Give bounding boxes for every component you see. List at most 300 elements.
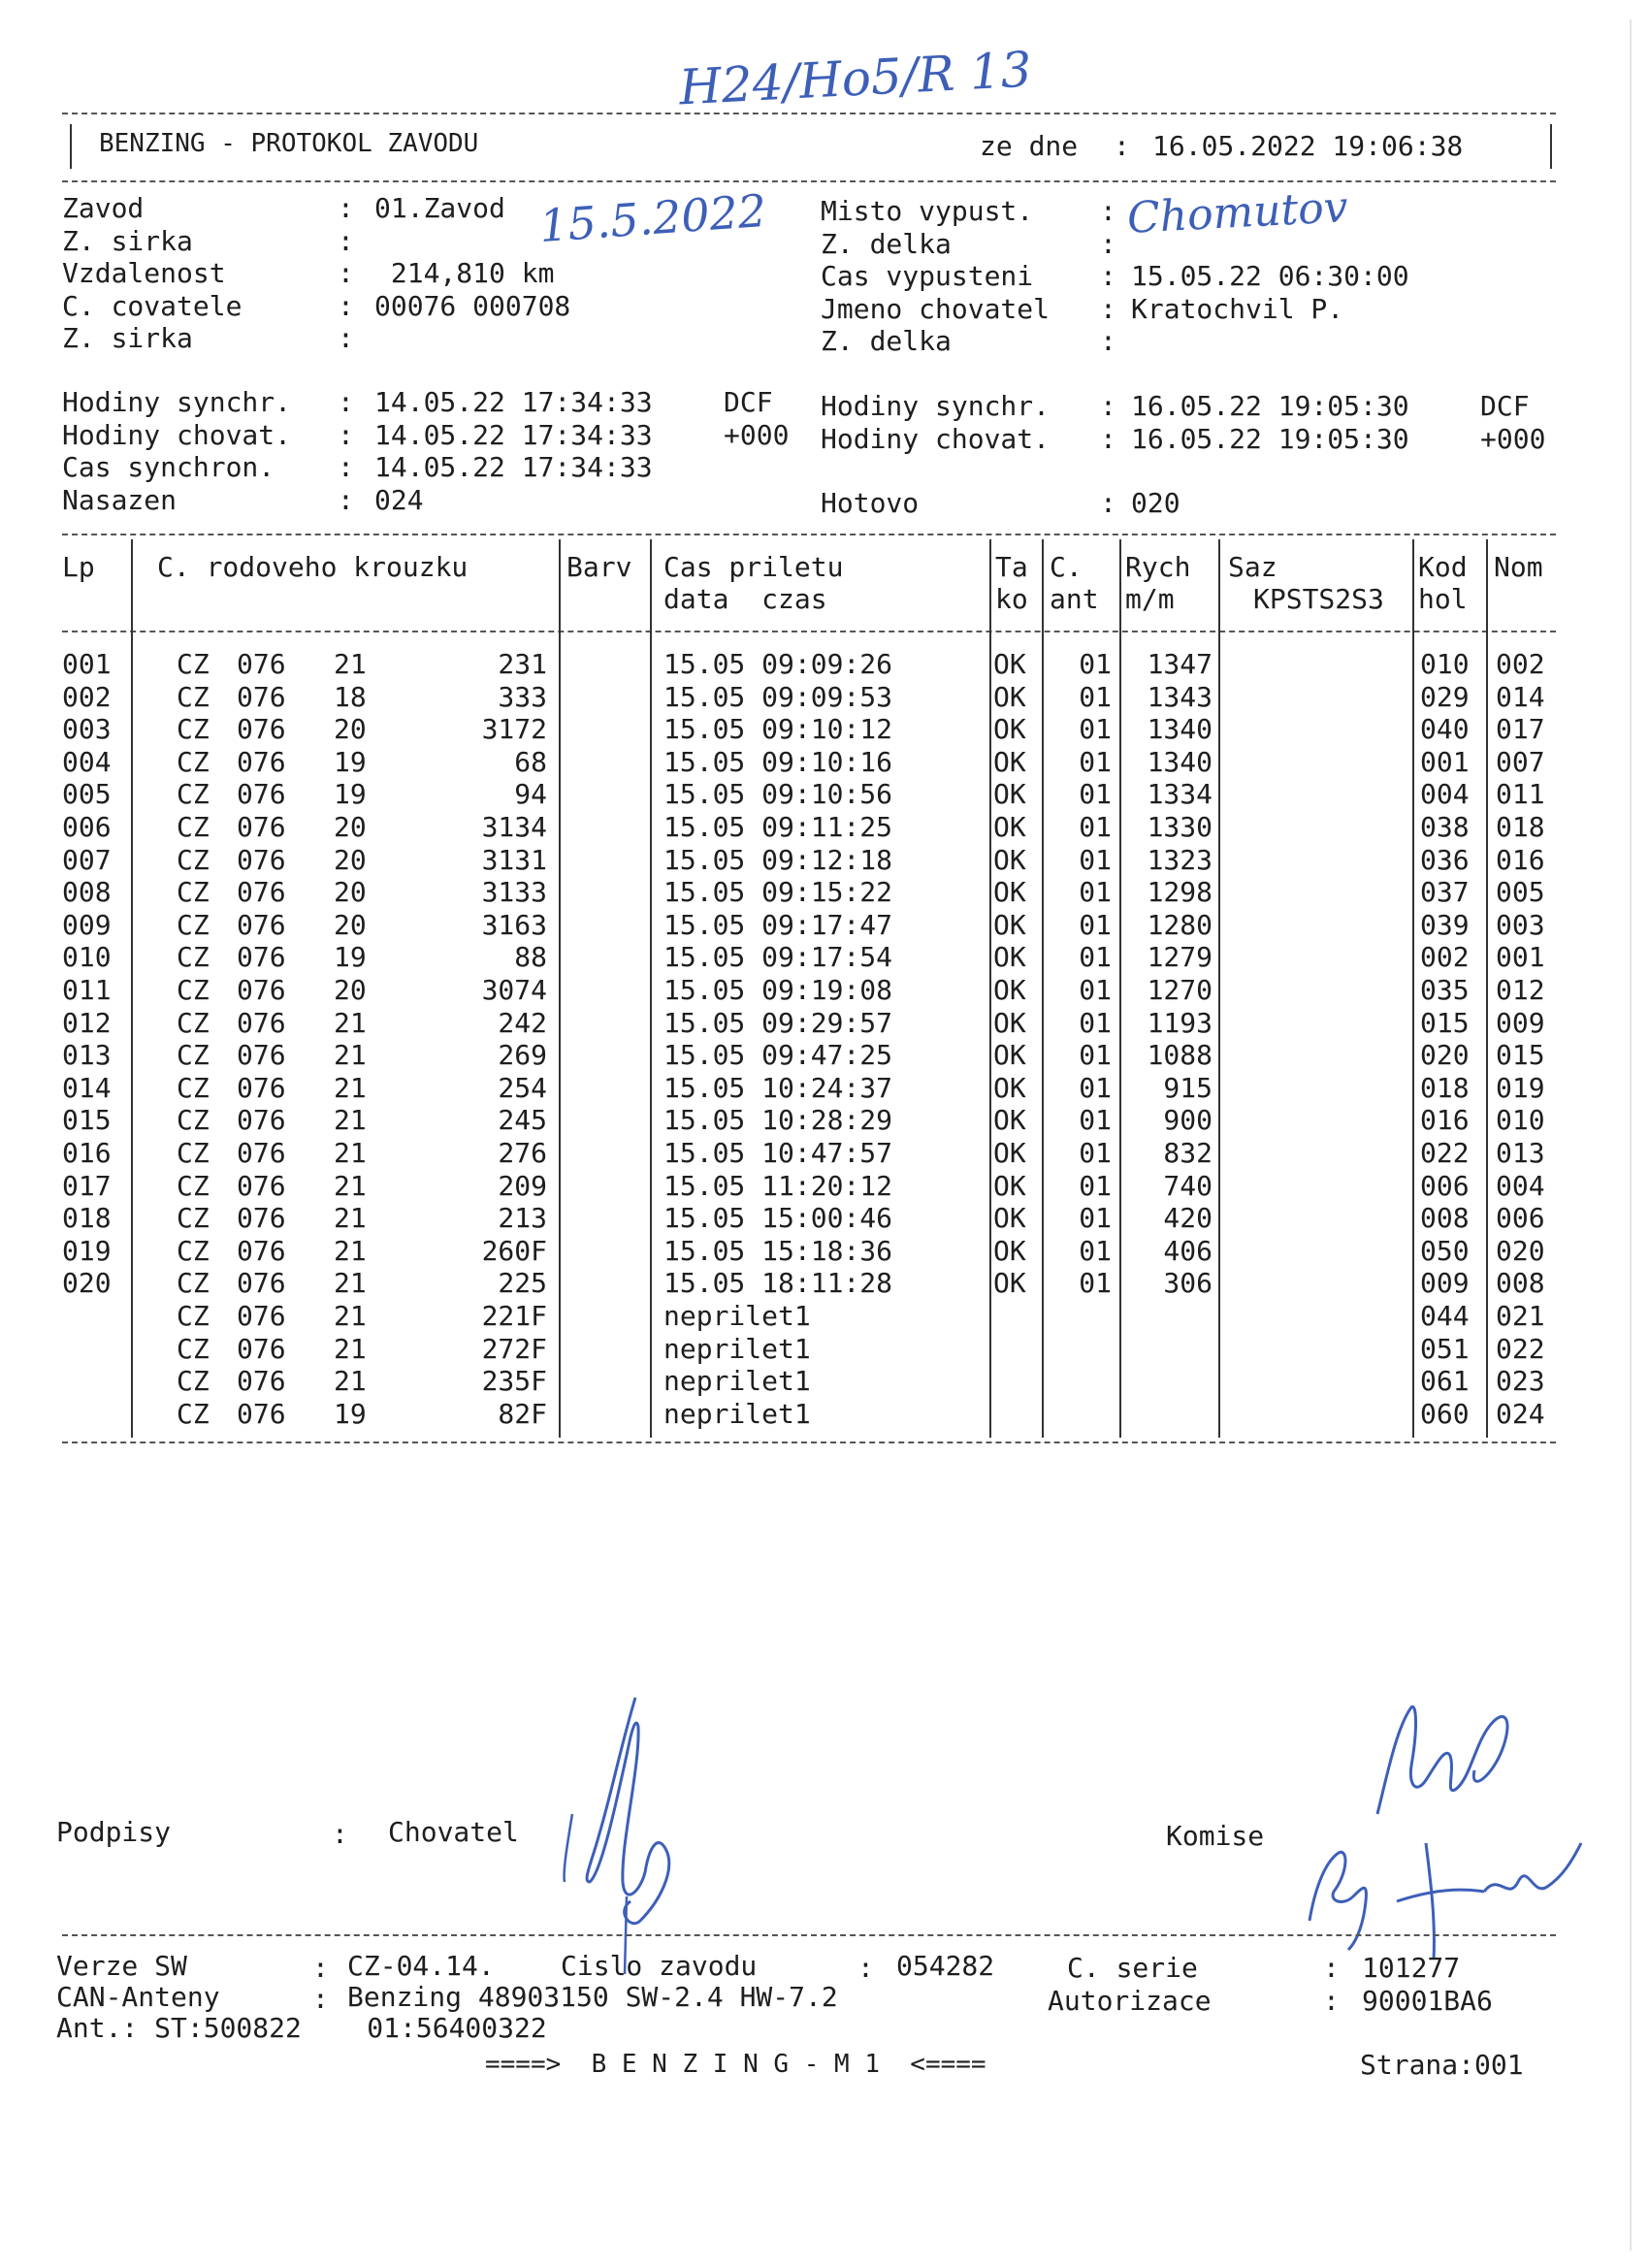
signatures-colon: : [332,1818,348,1850]
table-cell-num: 94 [514,778,547,811]
table-cell-club: 076 [237,1137,286,1169]
table-bottom-border [62,1442,1556,1443]
table-cell-tako: OK [993,1006,1026,1039]
table-cell-club: 076 [237,1234,286,1267]
komise-label: Komise [1166,1820,1265,1852]
table-cell-nom: 018 [1496,811,1545,843]
sync-value: 16.05.22 19:05:30 [1131,390,1409,422]
info-colon: : [338,192,354,224]
info-label: C. covatele [62,289,242,322]
info-label: Vzdalenost [62,257,226,289]
table-cell-tako: OK [993,1104,1026,1137]
table-cell-arr: 15.05 15:00:46 [663,1202,893,1235]
verze-colon: : [312,1952,329,1984]
info-label: Misto vypust. [821,195,1034,227]
table-cell-ant: 01 [1079,811,1112,843]
table-cell-lp: 012 [62,1006,112,1039]
table-cell-ant: 01 [1079,1137,1112,1169]
table-cell-lp: 007 [62,843,112,876]
table-cell-num: 245 [498,1104,547,1137]
table-cell-lp: 020 [62,1267,112,1300]
table-cell-arr: 15.05 09:10:12 [663,713,893,746]
table-cell-nom: 012 [1496,974,1545,1006]
table-header-sub: ko [995,583,1028,615]
protocol-title: BENZING - PROTOKOL ZAVODU [99,129,479,158]
table-cell-arr: 15.05 11:20:12 [663,1169,893,1202]
sync-label: Nasazen [62,483,178,516]
table-cell-arr: 15.05 09:17:47 [663,908,893,941]
table-cell-num: 260F [481,1234,547,1267]
autor-value: 90001BA6 [1362,1985,1493,2017]
header-date-colon: : [1114,130,1130,162]
sync-colon: : [338,483,354,516]
table-column-divider [1218,539,1220,1438]
table-column-divider [650,539,652,1438]
table-cell-nom: 001 [1496,941,1545,974]
table-cell-tako: OK [993,648,1026,680]
table-column-divider [559,539,561,1438]
table-cell-kod: 044 [1420,1300,1470,1332]
table-cell-kod: 050 [1420,1234,1470,1267]
table-cell-yr: 21 [334,1169,367,1202]
sync-colon: : [338,451,354,483]
cislo-value: 054282 [896,1950,995,1982]
table-cell-tako: OK [993,811,1026,843]
table-cell-cc: CZ [177,811,210,843]
table-cell-rych: 915 [1163,1071,1212,1104]
sync-colon: : [1100,422,1116,455]
table-cell-num: 209 [498,1169,547,1202]
table-cell-club: 076 [237,1397,286,1430]
table-cell-cc: CZ [177,1137,210,1169]
table-header: C. [1050,551,1083,583]
table-cell-ant: 01 [1079,843,1112,876]
table-header: Kod [1418,551,1468,583]
table-cell-rych: 1334 [1147,778,1212,811]
table-cell-arr: neprilet1 [663,1332,811,1365]
verze-value: CZ-04.14. [347,1950,495,1982]
table-cell-ant: 01 [1079,713,1112,746]
table-cell-nom: 005 [1496,876,1545,909]
info-colon: : [338,322,354,354]
table-cell-ant: 01 [1079,941,1112,974]
table-cell-yr: 19 [334,941,367,974]
table-cell-arr: 15.05 10:28:29 [663,1104,893,1137]
signatures-label: Podpisy [56,1816,172,1848]
info-value: 15.05.22 06:30:00 [1131,260,1409,292]
table-cell-club: 076 [237,1104,286,1137]
table-cell-yr: 20 [334,908,367,941]
table-cell-lp: 005 [62,778,112,811]
table-cell-lp: 009 [62,908,112,941]
table-header-sub: m/m [1125,583,1175,615]
header-date-label: ze dne [980,130,1079,162]
table-cell-nom: 022 [1496,1332,1545,1365]
table-cell-club: 076 [237,778,286,811]
table-cell-yr: 21 [334,648,367,680]
table-cell-cc: CZ [177,1365,210,1398]
autor-label: Autorizace [1048,1985,1212,2017]
table-cell-nom: 019 [1496,1071,1545,1104]
table-cell-tako: OK [993,1202,1026,1235]
table-cell-kod: 008 [1420,1202,1470,1235]
table-cell-ant: 01 [1079,908,1112,941]
table-cell-tako: OK [993,908,1026,941]
table-cell-arr: 15.05 09:10:56 [663,778,893,811]
table-cell-ant: 01 [1079,876,1112,909]
table-cell-kod: 006 [1420,1169,1470,1202]
table-cell-yr: 21 [334,1071,367,1104]
table-cell-arr: 15.05 09:15:22 [663,876,893,909]
table-cell-arr: 15.05 09:17:54 [663,941,893,974]
table-cell-cc: CZ [177,1332,210,1365]
info-label: Z. sirka [62,322,193,354]
serie-value: 101277 [1362,1952,1461,1984]
table-cell-tako: OK [993,1039,1026,1072]
table-cell-tako: OK [993,778,1026,811]
table-cell-num: 231 [498,648,547,680]
table-cell-yr: 19 [334,745,367,778]
table-cell-kod: 016 [1420,1104,1470,1137]
table-cell-club: 076 [237,843,286,876]
table-cell-cc: CZ [177,1267,210,1300]
table-cell-rych: 1347 [1147,648,1212,680]
table-cell-nom: 014 [1496,680,1545,713]
table-cell-tako: OK [993,745,1026,778]
sync-value: 020 [1131,487,1180,519]
table-header: Barv [566,551,632,583]
info-value: Kratochvil P. [1131,292,1344,325]
table-cell-num: 3131 [481,843,547,876]
table-cell-tako: OK [993,1169,1026,1202]
header-date-value: 16.05.2022 19:06:38 [1152,130,1464,162]
info-label: Jmeno chovatel [821,292,1051,325]
table-cell-cc: CZ [177,1039,210,1072]
table-column-divider [1042,539,1044,1438]
handwritten-place: Chomutov [1125,182,1349,243]
table-cell-nom: 021 [1496,1300,1545,1332]
komise-signature-2 [1290,1824,1610,1969]
table-cell-ant: 01 [1079,1267,1112,1300]
table-cell-yr: 21 [334,1202,367,1235]
table-cell-arr: 15.05 09:11:25 [663,811,893,843]
table-cell-cc: CZ [177,778,210,811]
table-cell-tako: OK [993,1137,1026,1169]
table-cell-ant: 01 [1079,745,1112,778]
info-colon: : [1100,195,1116,227]
table-cell-rych: 740 [1163,1169,1212,1202]
table-cell-nom: 004 [1496,1169,1545,1202]
table-cell-num: 3133 [481,876,547,909]
table-cell-club: 076 [237,811,286,843]
table-cell-kod: 004 [1420,778,1470,811]
table-cell-yr: 20 [334,843,367,876]
table-cell-kod: 040 [1420,713,1470,746]
table-cell-nom: 006 [1496,1202,1545,1235]
can-colon: : [312,1983,329,2015]
table-cell-nom: 024 [1496,1397,1545,1430]
table-cell-nom: 003 [1496,908,1545,941]
table-cell-club: 076 [237,1300,286,1332]
table-cell-num: 254 [498,1071,547,1104]
table-cell-cc: CZ [177,1071,210,1104]
sync-colon: : [338,386,354,418]
table-cell-kod: 036 [1420,843,1470,876]
table-header-sub: data czas [663,583,827,615]
table-cell-lp: 013 [62,1039,112,1072]
table-cell-club: 076 [237,1039,286,1072]
table-cell-cc: CZ [177,974,210,1006]
table-cell-ant: 01 [1079,1169,1112,1202]
page-number: Strana:001 [1360,2049,1524,2081]
table-cell-tako: OK [993,1234,1026,1267]
komise-signature-1 [1358,1688,1533,1833]
table-cell-num: 213 [498,1202,547,1235]
table-cell-nom: 017 [1496,713,1545,746]
table-column-divider [989,539,991,1438]
table-cell-kod: 037 [1420,876,1470,909]
table-cell-club: 076 [237,1006,286,1039]
table-cell-yr: 20 [334,811,367,843]
table-cell-ant: 01 [1079,648,1112,680]
table-cell-cc: CZ [177,1104,210,1137]
table-cell-rych: 1340 [1147,713,1212,746]
table-cell-lp: 017 [62,1169,112,1202]
table-header: Rych [1125,551,1191,583]
table-top-border [62,534,1556,535]
table-cell-lp: 004 [62,745,112,778]
table-cell-yr: 20 [334,876,367,909]
ant-line: Ant.: ST:500822 01:56400322 [56,2012,547,2044]
info-label: Z. sirka [62,224,193,257]
sync-value: 14.05.22 17:34:33 [374,418,653,451]
table-cell-kod: 015 [1420,1006,1470,1039]
table-cell-cc: CZ [177,1234,210,1267]
table-cell-yr: 20 [334,713,367,746]
table-cell-yr: 21 [334,1365,367,1398]
table-header: C. rodoveho krouzku [157,551,469,583]
sync-label: Hotovo [821,487,920,519]
table-cell-arr: 15.05 10:47:57 [663,1137,893,1169]
sync-label: Hodiny synchr. [62,386,292,418]
table-cell-num: 276 [498,1137,547,1169]
sync-suffix: DCF [1480,390,1530,422]
table-cell-nom: 008 [1496,1267,1545,1300]
table-header: Cas priletu [663,551,844,583]
table-column-divider [131,539,133,1438]
table-cell-kod: 020 [1420,1039,1470,1072]
table-cell-ant: 01 [1079,1071,1112,1104]
table-cell-club: 076 [237,713,286,746]
table-header: Nom [1494,551,1543,583]
table-cell-rych: 1343 [1147,680,1212,713]
table-cell-yr: 21 [334,1137,367,1169]
table-cell-rych: 1323 [1147,843,1212,876]
table-cell-kod: 018 [1420,1071,1470,1104]
cislo-colon: : [857,1952,874,1984]
table-cell-cc: CZ [177,908,210,941]
table-cell-num: 82F [498,1397,547,1430]
sync-value: 14.05.22 17:34:33 [374,386,653,418]
table-cell-rych: 420 [1163,1202,1212,1235]
sync-value: 024 [374,483,424,516]
table-cell-tako: OK [993,843,1026,876]
table-cell-arr: neprilet1 [663,1365,811,1398]
table-cell-tako: OK [993,713,1026,746]
table-cell-cc: CZ [177,1202,210,1235]
sync-value: 14.05.22 17:34:33 [374,451,653,483]
table-cell-ant: 01 [1079,974,1112,1006]
table-cell-nom: 011 [1496,778,1545,811]
header-bottom-border [62,180,1556,182]
table-cell-yr: 21 [334,1300,367,1332]
table-cell-lp: 011 [62,974,112,1006]
table-cell-yr: 18 [334,680,367,713]
cislo-label: Cislo zavodu [561,1950,758,1982]
table-cell-lp: 010 [62,941,112,974]
table-cell-num: 88 [514,941,547,974]
table-cell-rych: 1279 [1147,941,1212,974]
table-cell-club: 076 [237,1202,286,1235]
handwritten-code: H24/Ho5/R 13 [677,41,1033,116]
table-cell-rych: 832 [1163,1137,1212,1169]
table-cell-lp: 015 [62,1104,112,1137]
info-label: Zavod [62,192,145,224]
table-cell-nom: 015 [1496,1039,1545,1072]
table-cell-kod: 001 [1420,745,1470,778]
table-cell-arr: 15.05 09:09:53 [663,680,893,713]
table-cell-club: 076 [237,1267,286,1300]
table-cell-arr: 15.05 09:12:18 [663,843,893,876]
sync-label: Hodiny chovat. [821,422,1051,455]
header-left-border [70,124,72,169]
verze-label: Verze SW [56,1950,187,1982]
can-label: CAN-Anteny [56,1981,220,2013]
table-cell-nom: 016 [1496,843,1545,876]
table-cell-arr: 15.05 09:10:16 [663,745,893,778]
table-cell-num: 3163 [481,908,547,941]
table-cell-rych: 1088 [1147,1039,1212,1072]
table-cell-tako: OK [993,876,1026,909]
table-cell-lp: 006 [62,811,112,843]
table-cell-nom: 020 [1496,1234,1545,1267]
table-cell-cc: CZ [177,843,210,876]
table-cell-lp: 003 [62,713,112,746]
chovatel-label: Chovatel [388,1816,519,1848]
table-cell-cc: CZ [177,1300,210,1332]
table-cell-num: 3172 [481,713,547,746]
info-colon: : [1100,292,1116,325]
info-label: Z. delka [821,325,952,357]
table-cell-yr: 19 [334,1397,367,1430]
scan-edge [1630,19,1632,2251]
table-cell-lp: 018 [62,1202,112,1235]
info-value: 01.Zavod [374,192,505,224]
table-cell-yr: 19 [334,778,367,811]
table-cell-yr: 21 [334,1006,367,1039]
table-cell-cc: CZ [177,648,210,680]
table-cell-yr: 21 [334,1039,367,1072]
table-cell-kod: 010 [1420,648,1470,680]
sync-label: Hodiny chovat. [62,418,292,451]
can-value: Benzing 48903150 SW-2.4 HW-7.2 [347,1981,838,2013]
serie-colon: : [1323,1952,1340,1984]
table-cell-rych: 1298 [1147,876,1212,909]
table-header-sub: hol [1418,583,1468,615]
table-cell-nom: 023 [1496,1365,1545,1398]
table-cell-kod: 009 [1420,1267,1470,1300]
info-colon: : [338,224,354,257]
table-cell-cc: CZ [177,1169,210,1202]
info-value: 214,810 km [374,257,555,289]
table-cell-arr: 15.05 09:19:08 [663,974,893,1006]
table-cell-yr: 21 [334,1104,367,1137]
table-cell-num: 221F [481,1300,547,1332]
table-cell-lp: 019 [62,1234,112,1267]
table-header-sub: ant [1050,583,1099,615]
table-header: Lp [62,551,95,583]
table-cell-nom: 007 [1496,745,1545,778]
sync-colon: : [338,418,354,451]
table-cell-yr: 20 [334,974,367,1006]
table-cell-club: 076 [237,1332,286,1365]
footer-border [62,1934,1556,1936]
sync-colon: : [1100,487,1116,519]
table-cell-kod: 039 [1420,908,1470,941]
table-cell-ant: 01 [1079,1104,1112,1137]
table-cell-ant: 01 [1079,1234,1112,1267]
table-cell-rych: 1270 [1147,974,1212,1006]
table-cell-arr: 15.05 15:18:36 [663,1234,893,1267]
table-cell-tako: OK [993,1071,1026,1104]
sync-suffix: +000 [724,418,790,451]
table-header-border [62,631,1556,632]
table-cell-club: 076 [237,648,286,680]
table-cell-kod: 051 [1420,1332,1470,1365]
sync-label: Hodiny synchr. [821,390,1051,422]
table-cell-lp: 001 [62,648,112,680]
header-right-border [1550,124,1552,169]
info-colon: : [338,257,354,289]
table-cell-nom: 010 [1496,1104,1545,1137]
table-cell-arr: 15.05 09:09:26 [663,648,893,680]
table-cell-num: 225 [498,1267,547,1300]
table-cell-club: 076 [237,745,286,778]
table-cell-cc: CZ [177,876,210,909]
serie-label: C. serie [1067,1952,1198,1984]
table-cell-yr: 21 [334,1267,367,1300]
table-cell-ant: 01 [1079,1202,1112,1235]
table-cell-ant: 01 [1079,778,1112,811]
header-top-border [62,113,1556,114]
table-cell-rych: 1280 [1147,908,1212,941]
table-header: Saz [1228,551,1277,583]
table-cell-nom: 002 [1496,648,1545,680]
sync-suffix: +000 [1480,422,1546,455]
table-cell-rych: 1340 [1147,745,1212,778]
table-cell-club: 076 [237,1169,286,1202]
table-cell-lp: 014 [62,1071,112,1104]
table-cell-club: 076 [237,1071,286,1104]
table-cell-rych: 1330 [1147,811,1212,843]
sync-colon: : [1100,390,1116,422]
table-cell-club: 076 [237,680,286,713]
table-cell-cc: CZ [177,941,210,974]
table-cell-cc: CZ [177,1397,210,1430]
table-cell-arr: neprilet1 [663,1397,811,1430]
info-label: Cas vypusteni [821,260,1034,292]
table-cell-num: 269 [498,1039,547,1072]
